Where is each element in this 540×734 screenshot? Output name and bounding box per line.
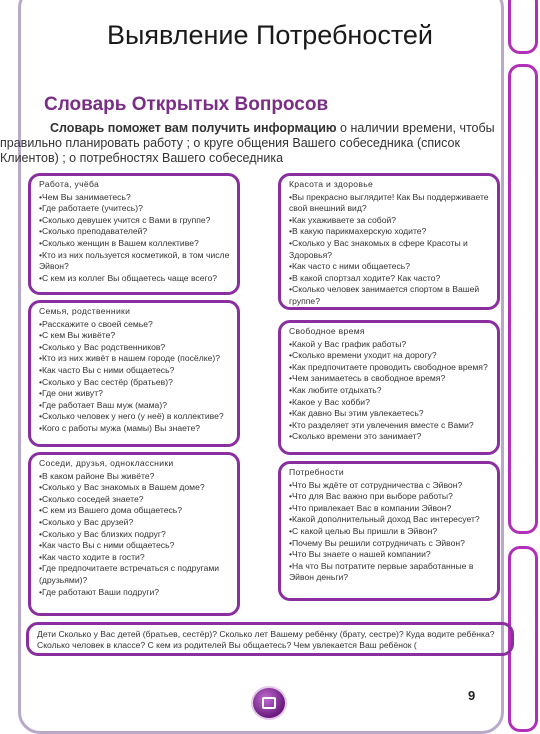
list-item: •Как давно Вы этим увлекаетесь?	[289, 408, 424, 419]
card-title: Потребности	[289, 467, 344, 477]
list-item: •Расскажите о своей семье?	[39, 318, 153, 329]
list-item: •Что Вы знаете о нашей компании?	[289, 549, 431, 560]
list-item: •С кем Вы живёте?	[39, 330, 116, 341]
card-neighbors-friends	[28, 452, 240, 616]
list-item: •Какой дополнительный доход Вас интересует?	[289, 514, 480, 525]
card-title: Семья, родственники	[39, 306, 131, 316]
card-work-study	[28, 173, 240, 295]
list-item: •Вы прекрасно выглядите! Как Вы поддерживаете свой внешний вид?	[289, 191, 489, 214]
list-item: •Сколько соседей знаете?	[39, 493, 144, 504]
question-list	[289, 339, 491, 443]
list-item: •Чем занимаетесь в свободное время?	[289, 373, 446, 384]
list-item: •Кто из них живёт в нашем городе (посёлке)?	[39, 353, 220, 364]
list-item: •Сколько человек занимается спортом в Вашей группе?	[289, 284, 480, 306]
card-title: Красота и здоровье	[289, 179, 374, 189]
list-item: •Сколько человек у него (у неё) в коллективе?	[39, 411, 224, 422]
list-item: •Сколько у Вас родственников?	[39, 341, 166, 352]
list-item: •Сколько у Вас сестёр (братьев)?	[39, 376, 173, 387]
children-questions: Дети Сколько у Вас детей (братьев, сестёр)? Сколько лет Вашему ребёнку (брату, сестре)? Куда водите ребёнка? Сколько человек в классе? С кем из родителей Вы общаетесь? Чем увлекается Ваш ребёнок (	[37, 629, 495, 650]
page-title: Выявление Потребностей	[106, 20, 434, 50]
list-item: •Как часто ходите в гости?	[39, 551, 145, 562]
card-title: Свободное время	[289, 326, 365, 336]
list-item: •В каком районе Вы живёте?	[39, 470, 155, 481]
list-item: •Кого с работы мужа (мамы) Вы знаете?	[39, 422, 201, 433]
list-item: •Какое у Вас хобби?	[289, 396, 370, 407]
list-item: •Как часто с ними общаетесь?	[289, 261, 411, 272]
card-family	[28, 300, 240, 447]
section-subtitle: Словарь Открытых Вопросов	[44, 94, 329, 115]
logo-glyph	[262, 697, 276, 709]
list-item: •С кем из Вашего дома общаетесь?	[39, 505, 183, 516]
card-free-time	[278, 320, 500, 455]
list-item: •Сколько у Вас близких подруг?	[39, 528, 166, 539]
list-item: •На что Вы потратите первые заработанные в Эйвон деньги?	[289, 560, 474, 583]
list-item: •Сколько времени это занимает?	[289, 431, 422, 442]
intro-text: о наличии времени, чтобы правильно планировать работу ; о круге общения Вашего собеседника (список Клиентов) ; о потребностях Вашего собеседника	[0, 121, 495, 165]
list-item: •Где предпочитаете встречаться с подругами (друзьями)?	[39, 563, 220, 585]
list-item: •С какой целью Вы пришли в Эйвон?	[289, 525, 438, 536]
list-item: •Где работают Ваши подруги?	[39, 586, 160, 597]
intro-paragraph	[0, 121, 520, 166]
list-item: •Как предпочитаете проводить свободное время?	[289, 361, 488, 372]
list-item: •С кем из коллег Вы общаетесь чаще всего?	[39, 272, 218, 283]
card-title: Работа, учёба	[39, 179, 100, 189]
list-item: •В какую парикмахерскую ходите?	[289, 226, 427, 237]
question-list	[39, 319, 231, 435]
list-item: •Сколько женщин в Вашем коллективе?	[39, 237, 199, 248]
list-item: •Где работаете (учитесь)?	[39, 203, 143, 214]
list-item: •Что Вы ждёте от сотрудничества с Эйвон?	[289, 479, 463, 490]
list-item: •Сколько девушек учится с Вами в группе?	[39, 214, 211, 225]
list-item: •Как часто Вы с ними общаетесь?	[39, 364, 175, 375]
list-item: •Кто из них пользуется косметикой, в том числе Эйвон?	[39, 249, 230, 272]
list-item: •Сколько преподавателей?	[39, 226, 148, 237]
question-list	[289, 480, 491, 584]
list-item: •Чем Вы занимаетесь?	[39, 191, 131, 202]
list-item: •Почему Вы решили сотрудничать с Эйвон?	[289, 537, 465, 548]
question-list	[289, 192, 491, 308]
card-needs	[278, 461, 500, 601]
list-item: •Как ухаживаете за собой?	[289, 214, 397, 225]
list-item: •Сколько времени уходит на дорогу?	[289, 350, 437, 361]
list-item: •Какой у Вас график работы?	[289, 338, 407, 349]
card-beauty-health	[278, 173, 500, 310]
page-number: 9	[468, 688, 476, 703]
list-item: •Сколько у Вас друзей?	[39, 516, 134, 527]
list-item: •Кто разделяет эти увлечения вместе с Вами?	[289, 419, 474, 430]
list-item: •Сколько у Вас знакомых в Вашем доме?	[39, 482, 205, 493]
list-item: •Как часто Вы с ними общаетесь?	[39, 540, 175, 551]
list-item: •Что для Вас важно при выборе работы?	[289, 491, 453, 502]
card-title: Соседи, друзья, одноклассники	[39, 458, 174, 468]
list-item: •Что привлекает Вас в компании Эйвон?	[289, 502, 452, 513]
avon-logo-icon	[251, 686, 287, 720]
question-list	[39, 192, 231, 285]
card-children	[26, 622, 514, 656]
question-list	[39, 471, 231, 599]
list-item: •В какой спортзал ходите? Как часто?	[289, 272, 441, 283]
list-item: •Сколько у Вас знакомых в сфере Красоты и Здоровья?	[289, 237, 468, 260]
list-item: •Где они живут?	[39, 388, 103, 399]
intro-lead: Словарь поможет вам получить информацию	[50, 121, 337, 135]
list-item: •Где работает Ваш муж (мама)?	[39, 399, 167, 410]
list-item: •Как любите отдыхать?	[289, 384, 382, 395]
